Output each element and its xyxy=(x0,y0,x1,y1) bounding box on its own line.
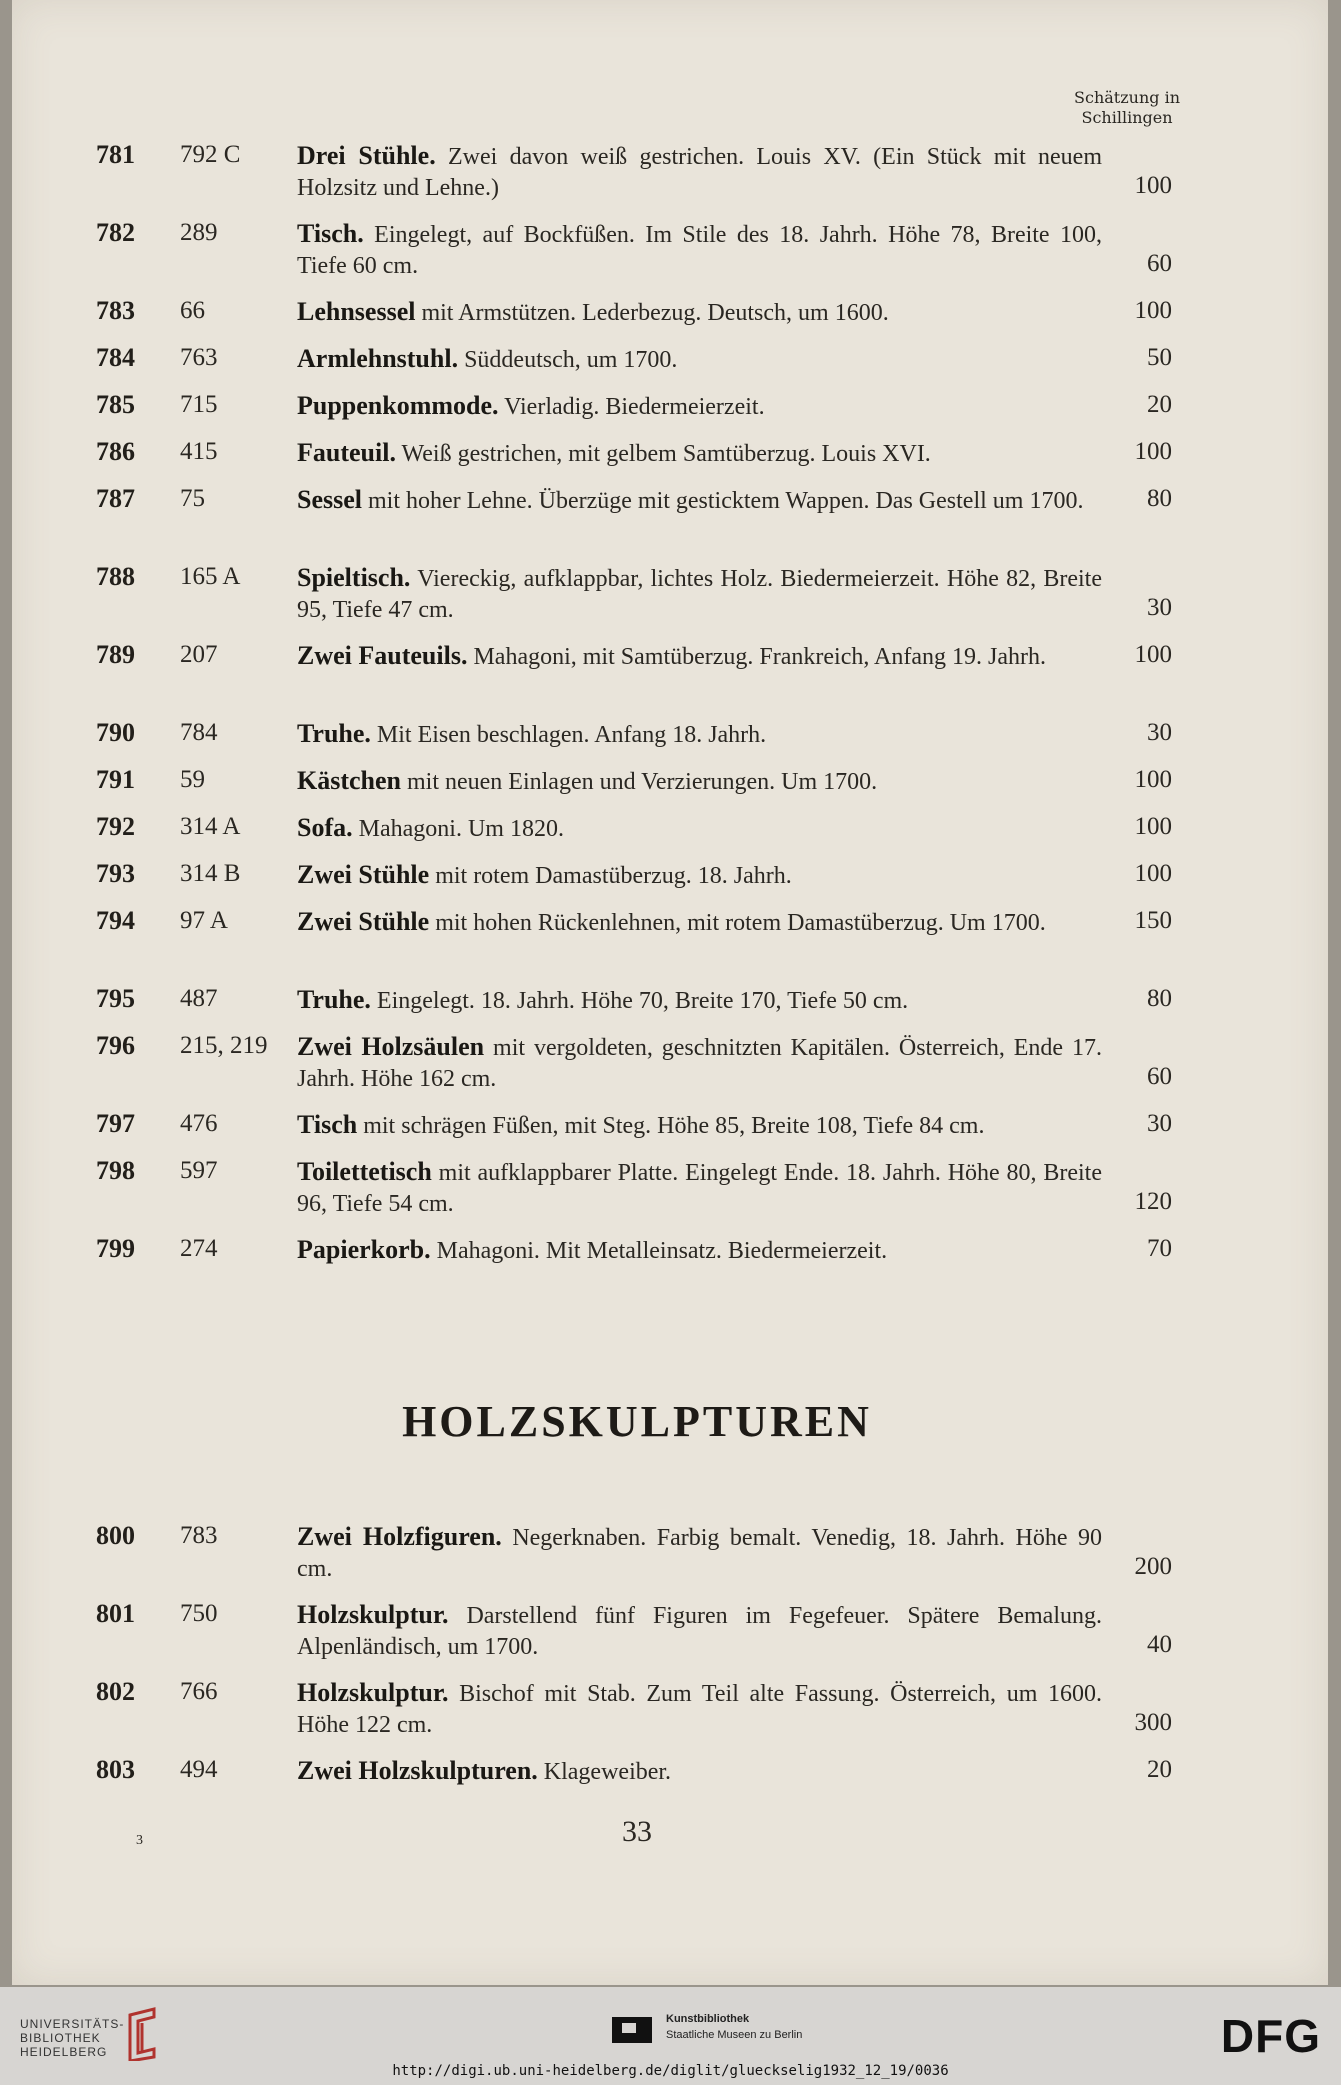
reference-number: 75 xyxy=(180,485,205,512)
item-text: Eingelegt. 18. Jahrh. Höhe 70, Breite 170, Tiefe 50 cm. xyxy=(376,988,909,1014)
item-text: Viereckig, aufklappbar, lichtes Holz. Biedermeierzeit. Höhe 82, Breite 95, Tiefe 47 cm. xyxy=(297,566,1102,623)
item-description xyxy=(297,906,1102,939)
lot-number: 792 xyxy=(96,812,135,841)
lot-number: 783 xyxy=(96,296,135,325)
item-text: mit Armstützen. Lederbezug. Deutsch, um 1600. xyxy=(421,300,889,326)
estimate-value: 40 xyxy=(1147,1631,1172,1658)
estimate-header-line1: Schätzung in xyxy=(1074,88,1180,107)
item-description xyxy=(297,984,1102,1017)
item-description xyxy=(297,562,1102,626)
item-description xyxy=(297,765,1102,798)
item-description xyxy=(297,390,1102,423)
university-library-text xyxy=(20,2017,124,2059)
lot-number: 795 xyxy=(96,984,135,1013)
page-number: 33 xyxy=(622,1815,652,1848)
item-text: mit neuen Einlagen und Verzierungen. Um 1700. xyxy=(407,769,878,795)
reference-number: 289 xyxy=(180,219,218,246)
item-title: Puppenkommode. xyxy=(297,391,499,420)
item-description xyxy=(297,812,1102,845)
lot-number: 798 xyxy=(96,1156,135,1185)
estimate-value: 100 xyxy=(1134,813,1172,840)
item-text: Darstellend fünf Figuren im Fegefeuer. Spätere Bemalung. Alpenländisch, um 1700. xyxy=(297,1603,1102,1660)
lot-number: 787 xyxy=(96,484,135,513)
item-text: mit rotem Damastüberzug. 18. Jahrh. xyxy=(435,863,792,889)
item-description xyxy=(297,343,1102,376)
item-title: Drei Stühle. xyxy=(297,141,436,170)
item-title: Zwei Holzfiguren. xyxy=(297,1522,502,1551)
item-title: Zwei Holzsäulen xyxy=(297,1032,485,1061)
item-title: Truhe. xyxy=(297,985,371,1014)
item-text: Bischof mit Stab. Zum Teil alte Fassung. Österreich, um 1600. Höhe 122 cm. xyxy=(297,1681,1102,1738)
item-title: Spieltisch. xyxy=(297,563,411,592)
item-description xyxy=(297,718,1102,751)
estimate-value: 100 xyxy=(1134,438,1172,465)
estimate-value: 20 xyxy=(1147,391,1172,418)
item-description xyxy=(297,140,1102,204)
reference-number: 415 xyxy=(180,438,218,465)
estimate-value: 70 xyxy=(1147,1235,1172,1262)
item-text: mit vergoldeten, geschnitzten Kapitälen. Österreich, Ende 17. Jahrh. Höhe 162 cm. xyxy=(297,1035,1102,1092)
item-description xyxy=(297,218,1102,282)
item-text: Mahagoni, mit Samtüberzug. Frankreich, Anfang 19. Jahrh. xyxy=(473,644,1046,670)
estimate-value: 30 xyxy=(1147,594,1172,621)
lot-number: 802 xyxy=(96,1677,135,1706)
lot-number: 791 xyxy=(96,765,135,794)
kb-line1: Kunstbibliothek xyxy=(666,2013,750,2025)
reference-number: 784 xyxy=(180,719,218,746)
lot-number: 786 xyxy=(96,437,135,466)
item-title: Sofa. xyxy=(297,813,353,842)
estimate-column-header xyxy=(1074,88,1180,128)
item-text: Vierladig. Biedermeierzeit. xyxy=(504,394,765,420)
estimate-value: 50 xyxy=(1147,344,1172,371)
lot-number: 789 xyxy=(96,640,135,669)
lot-number: 790 xyxy=(96,718,135,747)
reference-number: 476 xyxy=(180,1110,218,1137)
lot-number: 800 xyxy=(96,1521,135,1550)
reference-number: 314 B xyxy=(180,860,241,887)
kunstbibliothek-text xyxy=(666,2011,802,2043)
reference-number: 792 C xyxy=(180,141,241,168)
item-title: Fauteuil. xyxy=(297,438,396,467)
item-title: Sessel xyxy=(297,485,362,514)
item-title: Zwei Fauteuils. xyxy=(297,641,468,670)
item-title: Zwei Stühle xyxy=(297,860,430,889)
section-title: HOLZSKULPTUREN xyxy=(402,1397,872,1446)
reference-number: 314 A xyxy=(180,813,241,840)
estimate-value: 200 xyxy=(1134,1553,1172,1580)
item-description xyxy=(297,1521,1102,1585)
reference-number: 750 xyxy=(180,1600,218,1627)
estimate-value: 100 xyxy=(1134,860,1172,887)
item-description xyxy=(297,437,1102,470)
lot-number: 801 xyxy=(96,1599,135,1628)
item-description xyxy=(297,859,1102,892)
uni-line2: BIBLIOTHEK xyxy=(20,2031,101,2045)
item-description xyxy=(297,1677,1102,1741)
item-title: Lehnsessel xyxy=(297,297,416,326)
item-title: Zwei Stühle xyxy=(297,907,430,936)
reference-number: 783 xyxy=(180,1522,218,1549)
lot-number: 793 xyxy=(96,859,135,888)
reference-number: 597 xyxy=(180,1157,218,1184)
item-description xyxy=(297,640,1102,673)
item-text: Mit Eisen beschlagen. Anfang 18. Jahrh. xyxy=(376,722,767,748)
item-text: Mahagoni. Um 1820. xyxy=(358,816,564,842)
lot-number: 781 xyxy=(96,140,135,169)
lot-number: 788 xyxy=(96,562,135,591)
item-text: mit aufklappbarer Platte. Eingelegt Ende. 18. Jahrh. Höhe 80, Breite 96, Tiefe 54 cm. xyxy=(297,1160,1102,1217)
lot-number: 799 xyxy=(96,1234,135,1263)
footer-bar xyxy=(0,1987,1341,2085)
lot-number: 782 xyxy=(96,218,135,247)
item-text: Mahagoni. Mit Metalleinsatz. Biedermeierzeit. xyxy=(436,1238,888,1264)
item-title: Holzskulptur. xyxy=(297,1600,449,1629)
lot-number: 797 xyxy=(96,1109,135,1138)
reference-number: 165 A xyxy=(180,563,241,590)
item-text: Süddeutsch, um 1700. xyxy=(464,347,678,373)
reference-number: 715 xyxy=(180,391,218,418)
estimate-value: 80 xyxy=(1147,985,1172,1012)
reference-number: 207 xyxy=(180,641,218,668)
lot-number: 803 xyxy=(96,1755,135,1784)
estimate-value: 120 xyxy=(1134,1188,1172,1215)
item-description xyxy=(297,1156,1102,1220)
item-title: Zwei Holzskulpturen. xyxy=(297,1756,538,1785)
reference-number: 494 xyxy=(180,1756,218,1783)
reference-number: 66 xyxy=(180,297,205,324)
item-title: Tisch xyxy=(297,1110,358,1139)
item-description xyxy=(297,1234,1102,1267)
reference-number: 97 A xyxy=(180,907,228,934)
reference-number: 215, 219 xyxy=(180,1032,268,1059)
item-title: Toilettetisch xyxy=(297,1157,432,1186)
estimate-header-line2: Schillingen xyxy=(1081,108,1173,127)
item-description xyxy=(297,296,1102,329)
item-title: Truhe. xyxy=(297,719,371,748)
item-text: mit hoher Lehne. Überzüge mit gesticktem Wappen. Das Gestell um 1700. xyxy=(368,488,1084,514)
item-title: Papierkorb. xyxy=(297,1235,431,1264)
item-text: Weiß gestrichen, mit gelbem Samtüberzug. Louis XVI. xyxy=(401,441,931,467)
item-description xyxy=(297,484,1102,517)
reference-number: 59 xyxy=(180,766,205,793)
item-title: Kästchen xyxy=(297,766,401,795)
item-title: Holzskulptur. xyxy=(297,1678,449,1707)
reference-number: 274 xyxy=(180,1235,218,1262)
item-text: Klageweiber. xyxy=(543,1759,672,1785)
item-text: Zwei davon weiß gestrichen. Louis XV. (Ein Stück mit neuem Holzsitz und Lehne.) xyxy=(297,144,1103,201)
kb-line2: Staatliche Museen zu Berlin xyxy=(666,2029,803,2041)
estimate-value: 30 xyxy=(1147,719,1172,746)
kunstbibliothek-logo-icon xyxy=(612,2009,656,2049)
estimate-value: 20 xyxy=(1147,1756,1172,1783)
uni-line3: HEIDELBERG xyxy=(20,2045,108,2059)
estimate-value: 100 xyxy=(1134,766,1172,793)
item-title: Tisch. xyxy=(297,219,364,248)
lot-number: 796 xyxy=(96,1031,135,1060)
source-url[interactable]: http://digi.ub.uni-heidelberg.de/diglit/glueckselig1932_12_19/0036 xyxy=(392,2063,949,2079)
estimate-value: 30 xyxy=(1147,1110,1172,1137)
uni-line1: UNIVERSITÄTS- xyxy=(20,2017,125,2031)
item-description xyxy=(297,1755,1102,1788)
item-description xyxy=(297,1599,1102,1663)
item-text: mit schrägen Füßen, mit Steg. Höhe 85, Breite 108, Tiefe 84 cm. xyxy=(363,1113,985,1139)
signature-mark: 3 xyxy=(136,1833,143,1848)
reference-number: 766 xyxy=(180,1678,218,1705)
item-text: mit hohen Rückenlehnen, mit rotem Damastüberzug. Um 1700. xyxy=(435,910,1046,936)
reference-number: 487 xyxy=(180,985,218,1012)
dfg-logo: DFG xyxy=(1220,2010,1321,2062)
estimate-value: 100 xyxy=(1134,641,1172,668)
lot-number: 794 xyxy=(96,906,135,935)
estimate-value: 60 xyxy=(1147,250,1172,277)
item-title: Armlehnstuhl. xyxy=(297,344,459,373)
estimate-value: 150 xyxy=(1134,907,1172,934)
estimate-value: 300 xyxy=(1134,1709,1172,1736)
lot-number: 784 xyxy=(96,343,135,372)
reference-number: 763 xyxy=(180,344,218,371)
estimate-value: 100 xyxy=(1134,172,1172,199)
item-description xyxy=(297,1031,1102,1095)
catalog-page xyxy=(12,0,1328,1985)
university-logo-icon xyxy=(120,2007,164,2061)
item-description xyxy=(297,1109,1102,1142)
estimate-value: 80 xyxy=(1147,485,1172,512)
estimate-value: 100 xyxy=(1134,297,1172,324)
item-text: Eingelegt, auf Bockfüßen. Im Stile des 18. Jahrh. Höhe 78, Breite 100, Tiefe 60 cm. xyxy=(297,222,1103,279)
lot-number: 785 xyxy=(96,390,135,419)
item-text: Negerknaben. Farbig bemalt. Venedig, 18. Jahrh. Höhe 90 cm. xyxy=(297,1525,1102,1582)
estimate-value: 60 xyxy=(1147,1063,1172,1090)
